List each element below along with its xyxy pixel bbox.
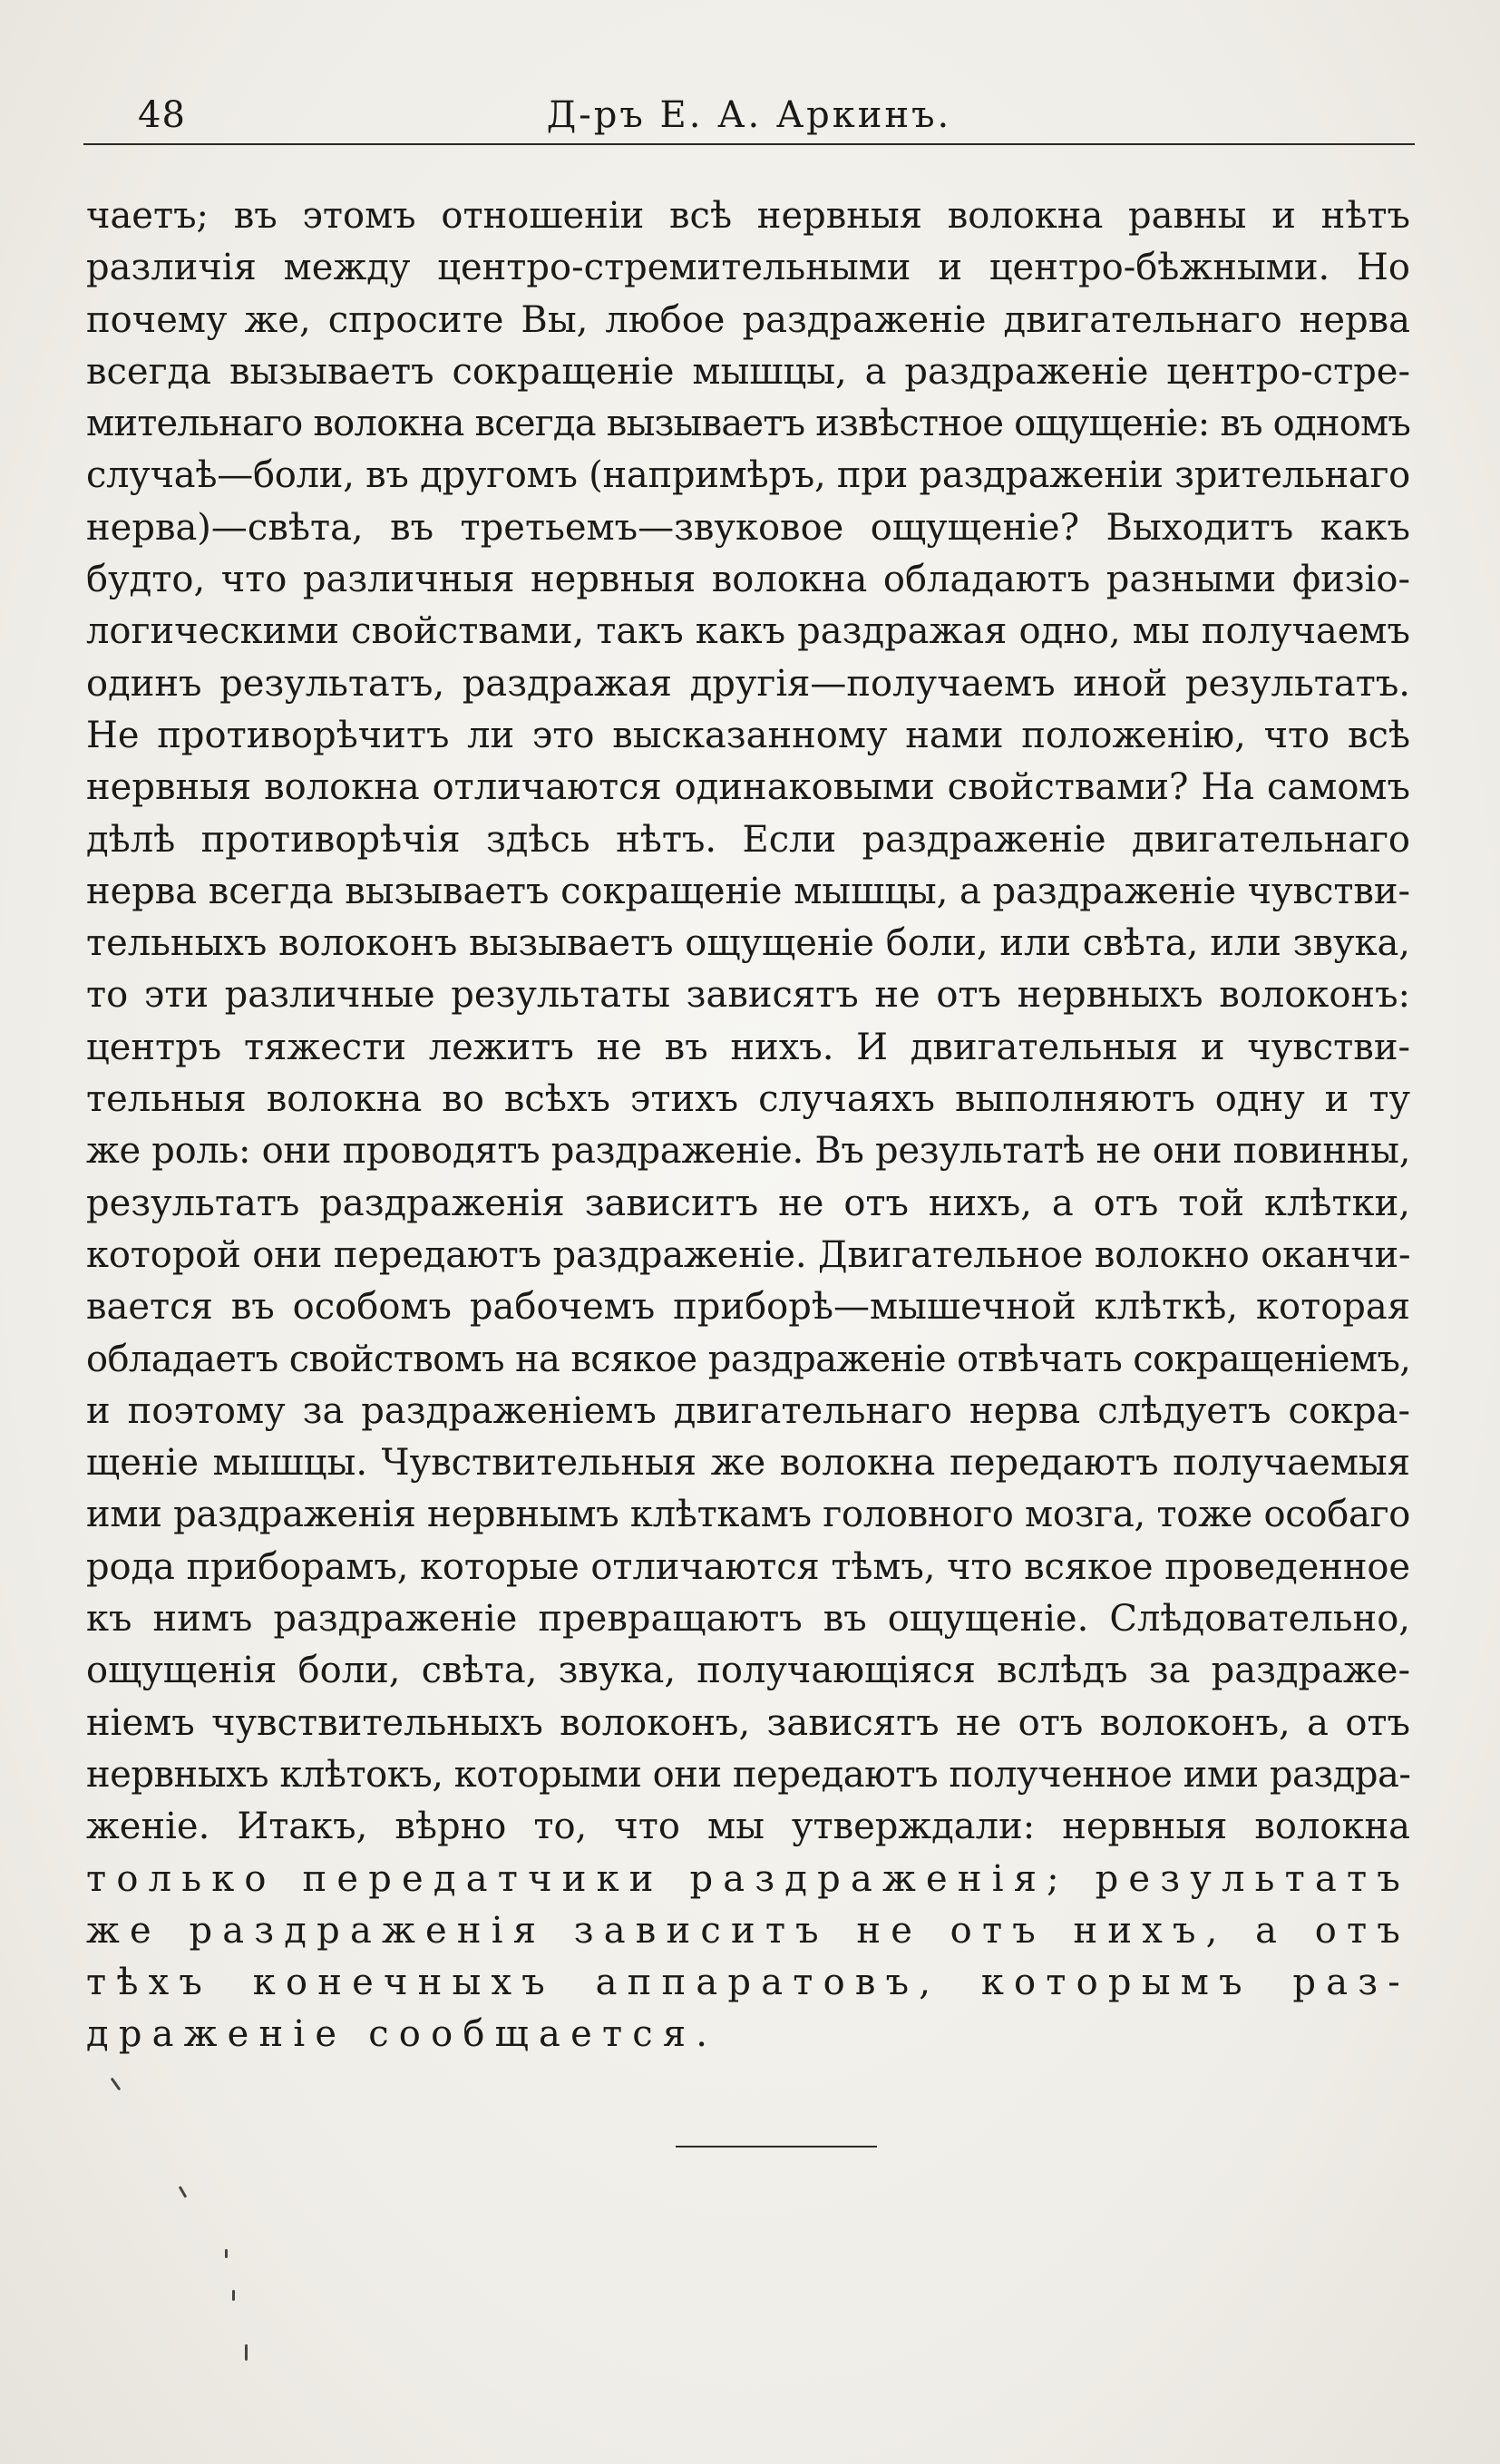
text-line: которой они передаютъ раздраженіе. Двигательное волокно оканчи- (86, 1233, 1411, 1276)
page-header (83, 91, 1415, 145)
text-line: чаетъ; въ этомъ отношеніи всѣ нервныя волокна равны и нѣтъ (86, 195, 1410, 237)
text-line: тельныя волокна во всѣхъ этихъ случаяхъ выполняютъ одну и ту (86, 1078, 1410, 1121)
text-line: логическими свойствами, такъ какъ раздражая одно, мы получаемъ (86, 610, 1410, 653)
text-line-spaced: драженіе сообщается. (86, 2013, 718, 2056)
text-line: и поэтому за раздраженіемъ двигательнаго нерва слѣдуетъ сокра- (86, 1389, 1410, 1432)
text-line: центръ тяжести лежитъ не въ нихъ. И двигательныя и чувстви- (86, 1026, 1410, 1068)
text-line: Не противорѣчитъ ли это высказанному нами положенію, что всѣ (86, 714, 1410, 756)
text-line: то эти различные результаты зависятъ не отъ нервныхъ волоконъ: (86, 974, 1410, 1017)
text-line: результатъ раздраженія зависитъ не отъ нихъ, а отъ той клѣтки, (86, 1182, 1410, 1224)
text-line: будто, что различныя нервныя волокна обладаютъ разными физіо- (86, 559, 1410, 601)
text-line: обладаетъ свойствомъ на всякое раздраженіе отвѣчать сокращеніемъ, (86, 1338, 1411, 1380)
text-line: женіе. Итакъ, вѣрно то, что мы утверждали: нервныя волокна (86, 1806, 1410, 1848)
text-line: одинъ результатъ, раздражая другія—получаемъ иной результатъ. (86, 662, 1410, 705)
text-line: всегда вызываетъ сокращеніе мышцы, а раздраженіе центро-стре- (86, 350, 1410, 393)
text-line: дѣлѣ противорѣчія здѣсь нѣтъ. Если раздраженіе двигательнаго (86, 818, 1410, 861)
text-line: рода приборамъ, которые отличаются тѣмъ, что всякое проведенное (86, 1545, 1410, 1588)
text-line: ніемъ чувствительныхъ волоконъ, зависятъ не отъ волоконъ, а отъ (86, 1701, 1410, 1744)
text-line: ощущенія боли, свѣта, звука, получающіяся вслѣдъ за раздраже- (86, 1650, 1410, 1692)
text-line: къ нимъ раздраженіе превращаютъ въ ощущеніе. Слѣдовательно, (86, 1598, 1410, 1641)
text-line-spaced: же раздраженія зависитъ не отъ нихъ, а отъ (86, 1909, 1410, 1952)
text-line: нервныхъ клѣтокъ, которыми они передаютъ полученное ими раздра- (86, 1753, 1411, 1796)
page-number: 48 (138, 94, 186, 136)
text-line: щеніе мышцы. Чувствительныя же волокна передаютъ получаемыя (86, 1442, 1410, 1485)
text-line-spaced: только передатчики раздраженія; результатъ (86, 1857, 1410, 1900)
body-text (86, 190, 1410, 2061)
text-line: нерва всегда вызываетъ сокращеніе мышцы, а раздраженіе чувстви- (86, 870, 1410, 912)
section-divider (676, 2146, 877, 2147)
text-line: случаѣ—боли, въ другомъ (напримѣръ, при раздраженіи зрительнаго (86, 454, 1410, 497)
text-line: мительнаго волокна всегда вызываетъ извѣстное ощущеніе: въ одномъ (86, 403, 1410, 445)
text-line: же роль: они проводятъ раздраженіе. Въ результатѣ не они повинны, (86, 1130, 1411, 1173)
text-line: почему же, спросите Вы, любое раздраженіе двигательнаго нерва (86, 298, 1410, 341)
print-specks (109, 2077, 290, 2376)
running-head: Д-ръ Е. А. Аркинъ. (546, 94, 952, 136)
text-line-spaced: тѣхъ конечныхъ аппаратовъ, которымъ раз- (86, 1962, 1410, 2004)
text-line: ими раздраженія нервнымъ клѣткамъ головного мозга, тоже особаго (86, 1494, 1411, 1536)
text-line: различія между центро-стремительными и центро-бѣжными. Но (86, 247, 1410, 289)
text-line: вается въ особомъ рабочемъ приборѣ—мышечной клѣткѣ, которая (86, 1286, 1410, 1329)
text-line: нервныя волокна отличаются одинаковыми свойствами? На самомъ (86, 766, 1410, 809)
text-line: нерва)—свѣта, въ третьемъ—звуковое ощущеніе? Выходитъ какъ (86, 506, 1410, 549)
text-line: тельныхъ волоконъ вызываетъ ощущеніе боли, или свѣта, или звука, (86, 922, 1410, 965)
